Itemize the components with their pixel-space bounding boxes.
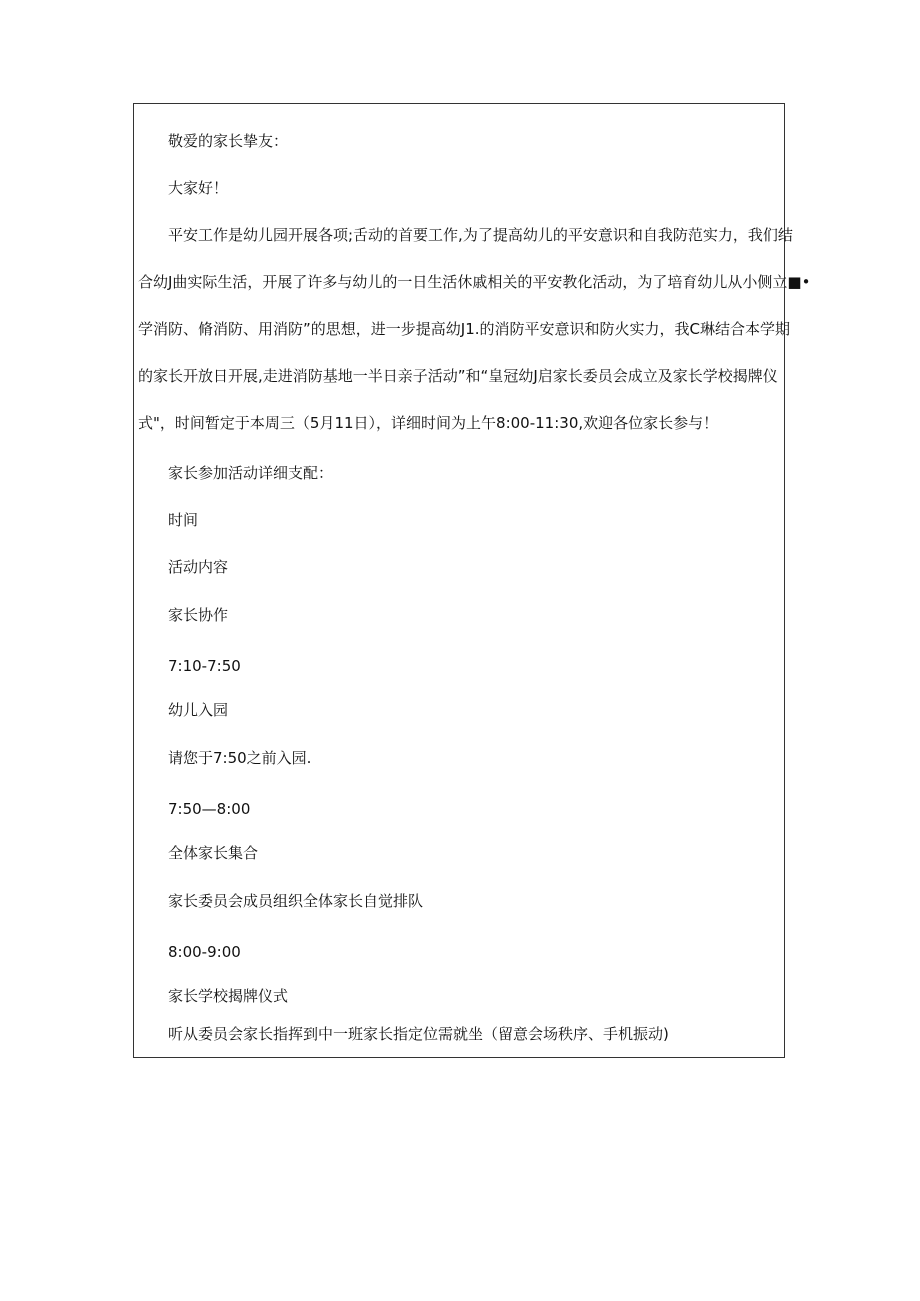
schedule-row-2-coop: 家长委员会成员组织全体家长自觉排队 bbox=[168, 892, 424, 910]
schedule-row-3-time: 8:00-9:00 bbox=[168, 943, 241, 961]
schedule-header-coop: 家长协作 bbox=[168, 606, 229, 624]
schedule-row-2-content: 全体家长集合 bbox=[168, 844, 259, 862]
schedule-intro: 家长参加活动详细支配： bbox=[168, 464, 334, 482]
body-paragraph-line-5: 式"，时间暂定于本周三（5月11日），详细时间为上午8:00-11:30,欢迎各位家长参与！ bbox=[138, 414, 719, 432]
schedule-row-2-time: 7:50—8:00 bbox=[168, 800, 251, 818]
schedule-row-1-content: 幼儿入园 bbox=[168, 701, 229, 719]
document-frame bbox=[133, 103, 811, 1058]
schedule-header-content: 活动内容 bbox=[168, 558, 229, 576]
body-paragraph-line-3: 学消防、脩消防、用消防”的思想，进一步提高幼J1.的消防平安意识和防火实力，我C琳结合本学期 bbox=[138, 320, 790, 338]
schedule-row-1-time: 7:10-7:50 bbox=[168, 657, 241, 675]
schedule-row-3-coop: 听从委员会家长指挥到中一班家长指定位需就坐（留意会场秩序、手机振动) bbox=[168, 1025, 669, 1043]
body-paragraph-line-2: 合幼J曲实际生活，开展了许多与幼儿的一日生活休戚相关的平安教化活动，为了培育幼儿从小侧立■• bbox=[138, 273, 811, 291]
schedule-header-time: 时间 bbox=[168, 511, 199, 529]
body-paragraph-line-1: 平安工作是幼儿园开展各项;舌动的首要工作,为了提高幼儿的平安意识和自我防范实力，我们结 bbox=[168, 226, 793, 244]
body-paragraph-line-4: 的家长开放日开展,走进消防基地一半日亲子活动”和“皇冠幼J启家长委员会成立及家长学校揭牌仪 bbox=[138, 367, 778, 385]
greeting: 大家好！ bbox=[168, 179, 229, 197]
schedule-row-3-content: 家长学校揭牌仪式 bbox=[168, 987, 289, 1005]
salutation: 敬爱的家长挚友： bbox=[168, 132, 289, 150]
schedule-row-1-coop: 请您于7:50之前入园. bbox=[168, 749, 312, 767]
